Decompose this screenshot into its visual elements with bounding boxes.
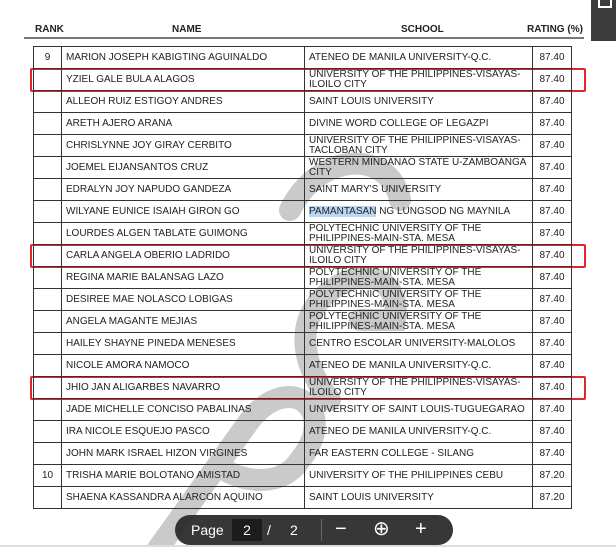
table-row	[34, 179, 572, 201]
school-cell	[305, 113, 533, 135]
header-rank: RANK	[35, 24, 64, 35]
rating-cell: 87.40	[533, 289, 572, 311]
page-label: Page	[191, 522, 224, 538]
school-cell	[305, 179, 533, 201]
school-cell	[305, 487, 533, 509]
rating-cell: 87.40	[533, 47, 572, 69]
school-text: WESTERN MINDANAO STATE U-ZAMBOANGA CITY	[309, 156, 526, 178]
table-row	[34, 135, 572, 157]
school-cell	[305, 201, 533, 223]
rank-cell	[34, 333, 62, 355]
name-cell: JOEMEL EIJANSANTOS CRUZ	[62, 157, 305, 179]
name-cell: JADE MICHELLE CONCISO PABALINAS	[62, 399, 305, 421]
school-cell	[305, 377, 533, 399]
school-cell	[305, 267, 533, 289]
table-row	[34, 223, 572, 245]
expand-icon	[598, 0, 612, 8]
school-text: UNIVERSITY OF THE PHILIPPINES-VISAYAS-ILOILO CITY	[309, 244, 521, 266]
rating-cell: 87.40	[533, 201, 572, 223]
school-text: UNIVERSITY OF THE PHILIPPINES CEBU	[309, 469, 504, 481]
rating-cell: 87.40	[533, 377, 572, 399]
name-cell: REGINA MARIE BALANSAG LAZO	[62, 267, 305, 289]
name-cell: LOURDES ALGEN TABLATE GUIMONG	[62, 223, 305, 245]
pdf-toolbar	[175, 515, 453, 545]
table-row	[34, 47, 572, 69]
table-row	[34, 91, 572, 113]
rank-cell	[34, 157, 62, 179]
school-text: CENTRO ESCOLAR UNIVERSITY-MALOLOS	[309, 337, 516, 349]
school-text: UNIVERSITY OF THE PHILIPPINES-VISAYAS-ILOILO CITY	[309, 68, 521, 90]
name-cell: MARION JOSEPH KABIGTING AGUINALDO	[62, 47, 305, 69]
table-row	[34, 355, 572, 377]
total-pages: 2	[290, 522, 298, 538]
rating-cell: 87.40	[533, 179, 572, 201]
table-row	[34, 289, 572, 311]
name-cell: JOHN MARK ISRAEL HIZON VIRGINES	[62, 443, 305, 465]
name-cell: ARETH AJERO ARANA	[62, 113, 305, 135]
rating-cell: 87.40	[533, 421, 572, 443]
header-school: SCHOOL	[401, 24, 444, 35]
header-divider	[24, 37, 584, 39]
rank-cell	[34, 179, 62, 201]
school-cell	[305, 311, 533, 333]
table-row	[34, 421, 572, 443]
rank-cell	[34, 399, 62, 421]
school-text: UNIVERSITY OF SAINT LOUIS-TUGUEGARAO	[309, 403, 525, 415]
school-text: UNIVERSITY OF THE PHILIPPINES-VISAYAS-TACLOBAN CITY	[309, 134, 521, 156]
table-row	[34, 333, 572, 355]
school-text: POLYTECHNIC UNIVERSITY OF THE PHILIPPINES-MAIN-STA. MESA	[309, 222, 482, 244]
rank-cell	[34, 245, 62, 267]
rank-cell	[34, 69, 62, 91]
rating-cell: 87.40	[533, 113, 572, 135]
school-cell	[305, 157, 533, 179]
rank-cell	[34, 377, 62, 399]
header-name: NAME	[172, 24, 202, 35]
school-cell	[305, 289, 533, 311]
rating-cell: 87.20	[533, 465, 572, 487]
rating-cell: 87.40	[533, 399, 572, 421]
table-row	[34, 465, 572, 487]
rating-cell: 87.40	[533, 245, 572, 267]
name-cell: DESIREE MAE NOLASCO LOBIGAS	[62, 289, 305, 311]
school-text: FAR EASTERN COLLEGE - SILANG	[309, 447, 475, 459]
school-cell	[305, 399, 533, 421]
rank-cell	[34, 421, 62, 443]
rank-cell: 9	[34, 47, 62, 69]
table-row	[34, 399, 572, 421]
name-cell: JHIO JAN ALIGARBES NAVARRO	[62, 377, 305, 399]
rank-cell	[34, 135, 62, 157]
rating-cell: 87.40	[533, 69, 572, 91]
name-cell: CARLA ANGELA OBERIO LADRIDO	[62, 245, 305, 267]
school-cell	[305, 465, 533, 487]
rating-cell: 87.40	[533, 311, 572, 333]
name-cell: YZIEL GALE BULA ALAGOS	[62, 69, 305, 91]
rating-cell: 87.40	[533, 267, 572, 289]
school-text: ATENEO DE MANILA UNIVERSITY-Q.C.	[309, 425, 492, 437]
school-cell	[305, 223, 533, 245]
name-cell: TRISHA MARIE BOLOTANO AMISTAD	[62, 465, 305, 487]
table-row	[34, 377, 572, 399]
rating-cell: 87.40	[533, 135, 572, 157]
zoom-fit-icon[interactable]: ⊕	[373, 518, 390, 540]
table-row	[34, 201, 572, 223]
school-cell	[305, 135, 533, 157]
toolbar-divider	[321, 519, 322, 541]
rank-cell	[34, 311, 62, 333]
name-cell: HAILEY SHAYNE PINEDA MENESES	[62, 333, 305, 355]
school-cell	[305, 91, 533, 113]
rank-cell	[34, 289, 62, 311]
school-cell	[305, 421, 533, 443]
rank-cell	[34, 91, 62, 113]
table-row	[34, 443, 572, 465]
rank-cell	[34, 223, 62, 245]
header-rating: RATING (%)	[527, 24, 583, 35]
rank-cell	[34, 443, 62, 465]
school-text: ATENEO DE MANILA UNIVERSITY-Q.C.	[309, 359, 492, 371]
name-cell: CHRISLYNNE JOY GIRAY CERBITO	[62, 135, 305, 157]
rank-cell	[34, 487, 62, 509]
zoom-out-button[interactable]: −	[335, 518, 347, 540]
school-text: POLYTECHNIC UNIVERSITY OF THE PHILIPPINES-MAIN-STA. MESA	[309, 266, 482, 288]
table-row	[34, 267, 572, 289]
rank-cell	[34, 201, 62, 223]
rating-cell: 87.40	[533, 355, 572, 377]
rank-cell: 10	[34, 465, 62, 487]
name-cell: SHAENA KASSANDRA ALARCON AQUINO	[62, 487, 305, 509]
table-row	[34, 245, 572, 267]
school-text: POLYTECHNIC UNIVERSITY OF THE PHILIPPINES-MAIN-STA. MESA	[309, 288, 482, 310]
rank-cell	[34, 355, 62, 377]
results-table	[33, 46, 572, 509]
rating-cell: 87.40	[533, 443, 572, 465]
name-cell: WILYANE EUNICE ISAIAH GIRON GO	[62, 201, 305, 223]
name-cell: IRA NICOLE ESQUEJO PASCO	[62, 421, 305, 443]
name-cell: EDRALYN JOY NAPUDO GANDEZA	[62, 179, 305, 201]
school-cell	[305, 443, 533, 465]
expand-button[interactable]	[591, 0, 616, 41]
page-number-input[interactable]: 2	[232, 519, 262, 541]
rating-cell: 87.40	[533, 91, 572, 113]
table-row	[34, 69, 572, 91]
school-text: UNIVERSITY OF THE PHILIPPINES-VISAYAS-ILOILO CITY	[309, 376, 521, 398]
rank-cell	[34, 267, 62, 289]
school-text: NG LUNGSOD NG MAYNILA	[376, 205, 511, 217]
school-cell	[305, 245, 533, 267]
school-cell	[305, 47, 533, 69]
rating-cell: 87.40	[533, 223, 572, 245]
school-text: SAINT MARY'S UNIVERSITY	[309, 183, 442, 195]
page-separator: /	[267, 522, 271, 538]
rating-cell: 87.40	[533, 157, 572, 179]
name-cell: NICOLE AMORA NAMOCO	[62, 355, 305, 377]
highlighted-text: PAMANTASAN	[309, 205, 377, 217]
school-cell	[305, 333, 533, 355]
name-cell: ANGELA MAGANTE MEJIAS	[62, 311, 305, 333]
table-row	[34, 157, 572, 179]
rating-cell: 87.40	[533, 333, 572, 355]
name-cell: ALLEOH RUIZ ESTIGOY ANDRES	[62, 91, 305, 113]
rank-cell	[34, 113, 62, 135]
table-row	[34, 311, 572, 333]
school-text: ATENEO DE MANILA UNIVERSITY-Q.C.	[309, 51, 492, 63]
table-row	[34, 487, 572, 509]
school-text: POLYTECHNIC UNIVERSITY OF THE PHILIPPINES-MAIN-STA. MESA	[309, 310, 482, 332]
school-cell	[305, 69, 533, 91]
school-text: SAINT LOUIS UNIVERSITY	[309, 95, 434, 107]
table-row	[34, 113, 572, 135]
zoom-in-button[interactable]: +	[415, 518, 427, 540]
school-text: SAINT LOUIS UNIVERSITY	[309, 491, 434, 503]
rating-cell: 87.20	[533, 487, 572, 509]
school-text: DIVINE WORD COLLEGE OF LEGAZPI	[309, 117, 489, 129]
school-cell	[305, 355, 533, 377]
